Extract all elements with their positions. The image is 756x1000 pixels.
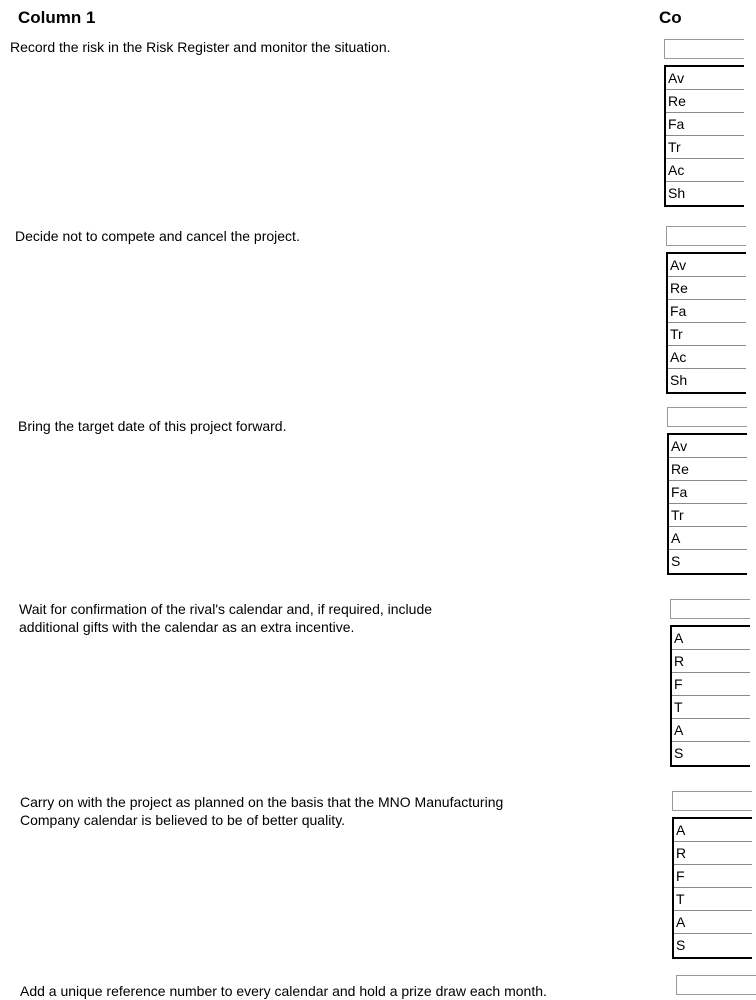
option-avoid[interactable]: A	[674, 819, 752, 842]
option-share[interactable]: Sh	[668, 185, 686, 201]
option-accept[interactable]: A	[674, 911, 752, 934]
statement-6-line-1: Add a unique reference number to every calendar and hold a prize draw each month.	[20, 983, 547, 999]
option-reduce[interactable]: R	[674, 842, 752, 865]
column-2-header: Co	[659, 8, 682, 27]
option-avoid[interactable]: Av	[669, 435, 747, 458]
option-reduce[interactable]: R	[672, 650, 750, 673]
option-reduce[interactable]: Re	[666, 90, 744, 113]
answer-dropdown-5-options	[672, 817, 752, 959]
statement-2	[15, 227, 300, 245]
statement-4-line-1: Wait for confirmation of the rival's calendar and, if required, include	[19, 601, 433, 617]
answer-dropdown-6-selected[interactable]	[676, 975, 756, 995]
statement-5	[20, 793, 503, 829]
answer-dropdown-5-selected[interactable]	[672, 791, 752, 811]
option-transfer[interactable]: T	[672, 696, 750, 719]
answer-dropdown-3[interactable]	[667, 407, 747, 575]
statement-2-line-1: Decide not to compete and cancel the project.	[15, 228, 300, 244]
statement-5-line-2: Company calendar is believed to be of better quality.	[20, 812, 346, 828]
option-reduce[interactable]: Re	[668, 277, 746, 300]
option-share[interactable]: S	[671, 553, 681, 569]
option-fallback[interactable]: Fa	[666, 113, 744, 136]
statement-4	[19, 600, 432, 636]
option-accept[interactable]: A	[669, 527, 747, 550]
option-reduce[interactable]: Re	[669, 458, 747, 481]
option-fallback[interactable]: Fa	[668, 300, 746, 323]
column-1-header: Column 1	[18, 8, 96, 27]
option-transfer[interactable]: Tr	[668, 323, 746, 346]
statement-1-line-1: Record the risk in the Risk Register and monitor the situation.	[10, 39, 391, 55]
statement-3-line-1: Bring the target date of this project forward.	[18, 418, 287, 434]
option-transfer[interactable]: Tr	[666, 136, 744, 159]
option-fallback[interactable]: F	[672, 673, 750, 696]
answer-dropdown-2[interactable]	[666, 226, 746, 394]
statement-5-line-1: Carry on with the project as planned on the basis that the MNO Manufacturing	[20, 794, 504, 810]
answer-dropdown-2-options	[666, 252, 746, 394]
answer-dropdown-6[interactable]	[676, 975, 756, 995]
statement-3	[18, 417, 286, 435]
answer-dropdown-4-options	[670, 625, 750, 767]
option-fallback[interactable]: F	[674, 865, 752, 888]
answer-dropdown-1[interactable]	[664, 39, 744, 207]
option-accept[interactable]: Ac	[666, 159, 744, 182]
option-share[interactable]: S	[676, 937, 686, 953]
answer-dropdown-2-selected[interactable]	[666, 226, 746, 246]
answer-dropdown-1-selected[interactable]	[664, 39, 744, 59]
option-avoid[interactable]: Av	[668, 254, 746, 277]
statement-1	[10, 38, 391, 56]
answer-dropdown-4-selected[interactable]	[670, 599, 750, 619]
statement-4-line-2: additional gifts with the calendar as an extra incentive.	[19, 619, 355, 635]
option-fallback[interactable]: Fa	[669, 481, 747, 504]
answer-dropdown-5[interactable]	[672, 791, 752, 959]
option-accept[interactable]: Ac	[668, 346, 746, 369]
answer-dropdown-4[interactable]	[670, 599, 750, 767]
option-avoid[interactable]: Av	[666, 67, 744, 90]
answer-dropdown-3-options	[667, 433, 747, 575]
option-accept[interactable]: A	[672, 719, 750, 742]
statement-6	[20, 982, 547, 1000]
option-share[interactable]: S	[674, 745, 684, 761]
option-transfer[interactable]: T	[674, 888, 752, 911]
option-avoid[interactable]: A	[672, 627, 750, 650]
answer-dropdown-3-selected[interactable]	[667, 407, 747, 427]
answer-dropdown-1-options	[664, 65, 744, 207]
option-transfer[interactable]: Tr	[669, 504, 747, 527]
option-share[interactable]: Sh	[670, 372, 688, 388]
